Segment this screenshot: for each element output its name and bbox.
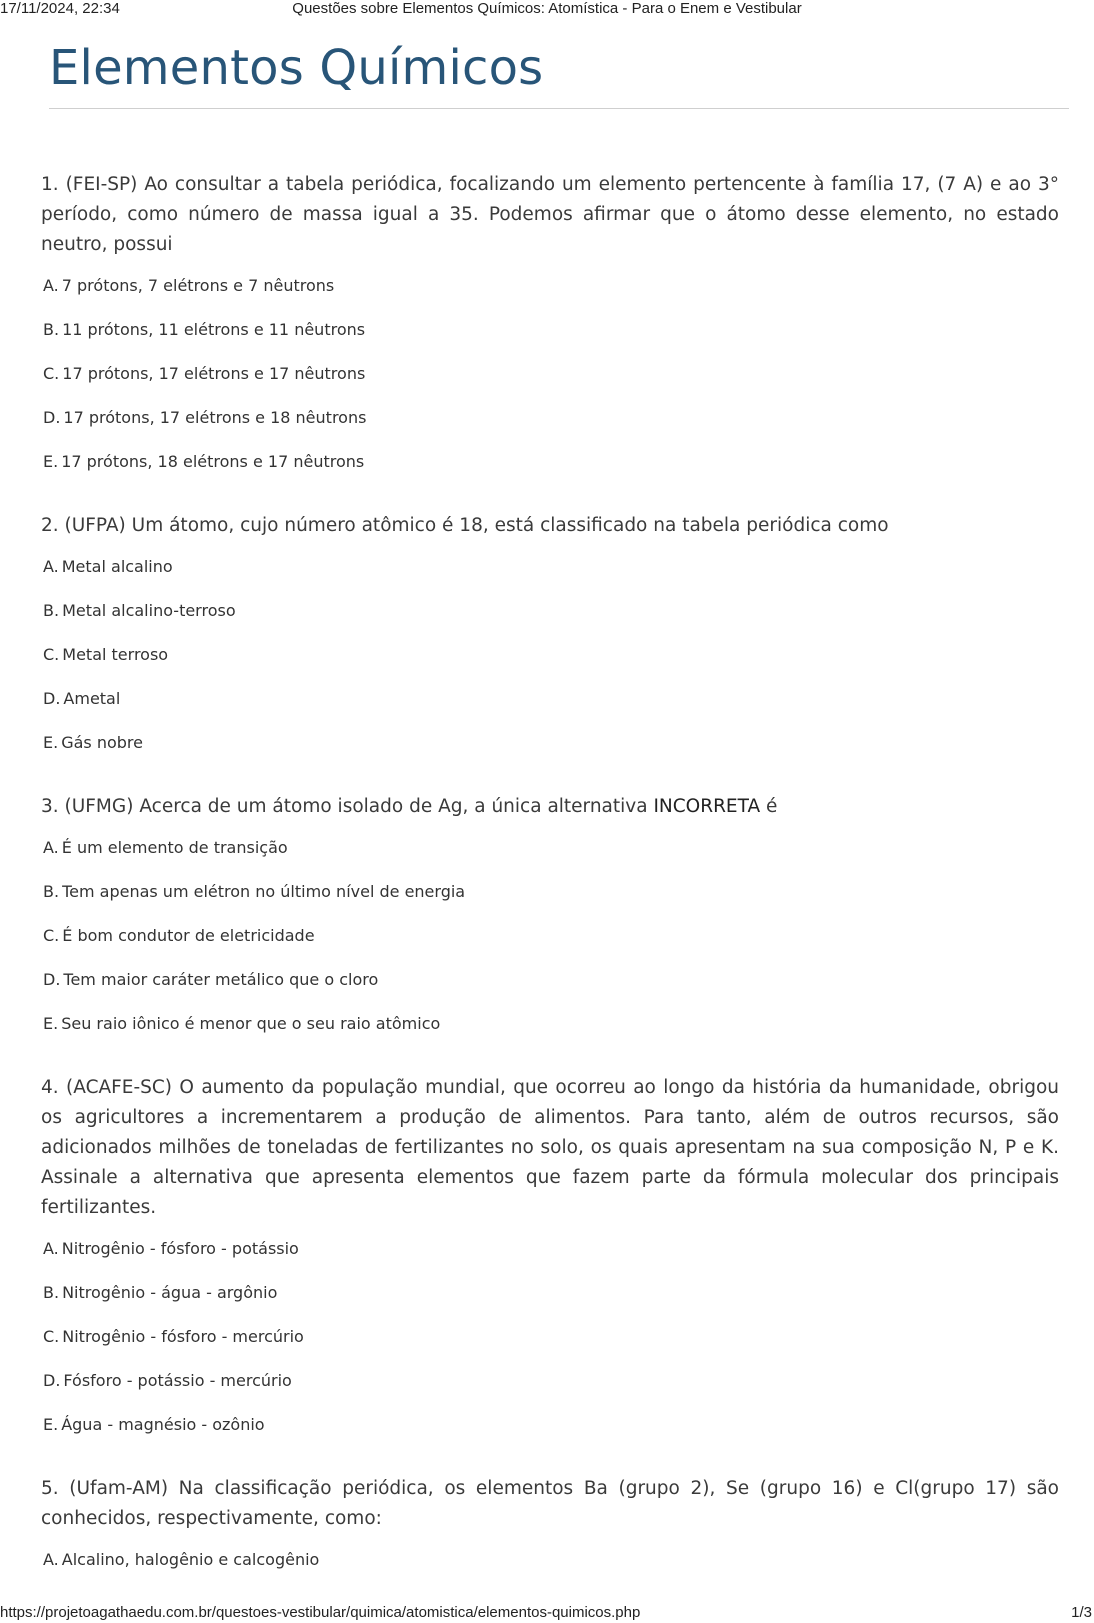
option-letter: E. (43, 452, 59, 471)
option-b[interactable] (41, 308, 1059, 352)
option-letter: B. (43, 882, 60, 901)
option-letter: A. (43, 557, 59, 576)
option-letter: D. (43, 408, 61, 427)
option-e[interactable] (41, 440, 1059, 484)
question-text-before: 3. (UFMG) Acerca de um átomo isolado de Ag, a única alternativa (41, 796, 654, 817)
option-text: Alcalino, halogênio e calcogênio (61, 1550, 320, 1569)
option-letter: C. (43, 645, 60, 664)
option-letter: D. (43, 1371, 61, 1390)
options-list (41, 1538, 1059, 1582)
option-letter: A. (43, 1239, 59, 1258)
options-list (41, 826, 1059, 1046)
option-letter: B. (43, 601, 60, 620)
option-text: Nitrogênio - fósforo - mercúrio (62, 1327, 304, 1346)
option-a[interactable] (41, 1227, 1059, 1271)
option-letter: A. (43, 838, 59, 857)
option-c[interactable] (41, 352, 1059, 396)
question-3 (41, 792, 1059, 1046)
option-e[interactable] (41, 1002, 1059, 1046)
option-a[interactable] (41, 264, 1059, 308)
question-text: 5. (Ufam-AM) Na classificação periódica, os elementos Ba (grupo 2), Se (grupo 16) e Cl(grupo 17) são conhecidos, respectivamente, como: (41, 1478, 1059, 1529)
question-1 (41, 170, 1059, 484)
question-5 (41, 1474, 1059, 1582)
option-letter: E. (43, 733, 59, 752)
option-letter: B. (43, 1283, 60, 1302)
option-b[interactable] (41, 870, 1059, 914)
question-text (41, 792, 1059, 822)
option-letter: E. (43, 1415, 59, 1434)
option-text: Nitrogênio - água - argônio (62, 1283, 278, 1302)
option-c[interactable] (41, 914, 1059, 958)
option-text: Metal terroso (62, 645, 169, 664)
option-c[interactable] (41, 1315, 1059, 1359)
option-b[interactable] (41, 589, 1059, 633)
option-b[interactable] (41, 1271, 1059, 1315)
option-d[interactable] (41, 1359, 1059, 1403)
options-list (41, 1227, 1059, 1447)
question-text: 4. (ACAFE-SC) O aumento da população mundial, que ocorreu ao longo da história da humanidade, obrigou os agricultores a incrementarem a produção de alimentos. Para tanto, além de outros recursos, são adicionados milhões de toneladas de fertilizantes no solo, os quais apresentam na sua composição N, P e K. Assinale a alternativa que apresenta elementos que fazem parte da fórmula molecular dos principais fertilizantes. (41, 1077, 1059, 1218)
option-letter: C. (43, 1327, 60, 1346)
print-document-title: Questões sobre Elementos Químicos: Atomística - Para o Enem e Vestibular (292, 0, 802, 17)
option-d[interactable] (41, 677, 1059, 721)
question-2 (41, 511, 1059, 765)
print-datetime: 17/11/2024, 22:34 (0, 0, 120, 17)
option-letter: B. (43, 320, 60, 339)
option-text: Nitrogênio - fósforo - potássio (61, 1239, 299, 1258)
option-text: É um elemento de transição (61, 838, 288, 857)
option-text: Água - magnésio - ozônio (61, 1415, 265, 1434)
option-d[interactable] (41, 396, 1059, 440)
option-letter: C. (43, 926, 60, 945)
question-text: 2. (UFPA) Um átomo, cujo número atômico é 18, está classificado na tabela periódica como (41, 515, 889, 536)
question-text-after: é (760, 796, 778, 817)
print-header (0, 0, 1094, 18)
option-letter: A. (43, 1550, 59, 1569)
option-text: É bom condutor de eletricidade (62, 926, 315, 945)
page-url: https://projetoagathaedu.com.br/questoes-vestibular/quimica/atomistica/elementos-quimicos.php (0, 1604, 641, 1621)
option-text: 7 prótons, 7 elétrons e 7 nêutrons (61, 276, 335, 295)
option-text: Tem maior caráter metálico que o cloro (63, 970, 379, 989)
option-a[interactable] (41, 1538, 1059, 1582)
option-text: Tem apenas um elétron no último nível de energia (62, 882, 466, 901)
question-text: 1. (FEI-SP) Ao consultar a tabela periódica, focalizando um elemento pertencente à família 17, (7 A) e ao 3° período, como número de massa igual a 35. Podemos afirmar que o átomo desse elemento, no estado neutro, possui (41, 174, 1059, 255)
option-a[interactable] (41, 826, 1059, 870)
options-list (41, 545, 1059, 765)
option-text: Seu raio iônico é menor que o seu raio atômico (61, 1014, 441, 1033)
option-c[interactable] (41, 633, 1059, 677)
option-letter: D. (43, 970, 61, 989)
option-text: 17 prótons, 17 elétrons e 18 nêutrons (63, 408, 367, 427)
option-a[interactable] (41, 545, 1059, 589)
option-letter: D. (43, 689, 61, 708)
questions-list (41, 170, 1059, 1609)
option-text: 17 prótons, 18 elétrons e 17 nêutrons (61, 452, 365, 471)
option-e[interactable] (41, 721, 1059, 765)
title-divider (49, 108, 1069, 109)
options-list (41, 264, 1059, 484)
option-letter: C. (43, 364, 60, 383)
option-text: Gás nobre (61, 733, 143, 752)
option-text: 17 prótons, 17 elétrons e 17 nêutrons (62, 364, 366, 383)
page-title: Elementos Químicos (49, 40, 544, 96)
option-e[interactable] (41, 1403, 1059, 1447)
option-letter: E. (43, 1014, 59, 1033)
option-d[interactable] (41, 958, 1059, 1002)
option-text: Metal alcalino (61, 557, 173, 576)
option-text: Fósforo - potássio - mercúrio (63, 1371, 292, 1390)
option-text: Ametal (63, 689, 121, 708)
question-4 (41, 1073, 1059, 1447)
question-emphasis: INCORRETA (653, 796, 761, 817)
option-letter: A. (43, 276, 59, 295)
page-number: 1/3 (1071, 1604, 1092, 1621)
option-text: Metal alcalino-terroso (62, 601, 236, 620)
option-text: 11 prótons, 11 elétrons e 11 nêutrons (62, 320, 366, 339)
print-footer (0, 1604, 1094, 1622)
